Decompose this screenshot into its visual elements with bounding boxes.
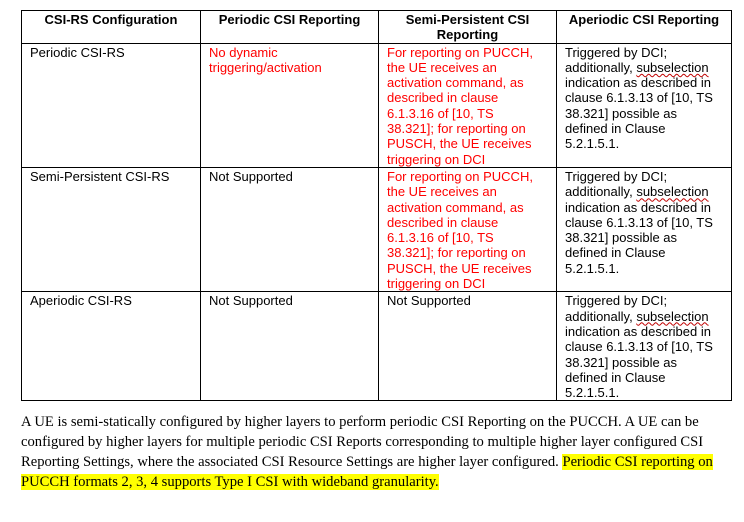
spellcheck-word: subselection bbox=[636, 59, 709, 75]
cell-config: Periodic CSI-RS bbox=[22, 43, 201, 167]
spellcheck-word: subselection bbox=[636, 308, 709, 324]
cell-semi-persistent: For reporting on PUCCH, the UE receives an activation command, as described in clause 6.1.3.16 of [10, TS 38.321]; for reporting on PUSCH, the UE receives triggering on DCI bbox=[379, 167, 557, 291]
cell-aperiodic bbox=[557, 292, 732, 401]
table-row bbox=[22, 167, 732, 291]
cell-config: Aperiodic CSI-RS bbox=[22, 292, 201, 401]
table-row bbox=[22, 292, 732, 401]
cell-config: Semi-Persistent CSI-RS bbox=[22, 167, 201, 291]
aperiodic-text: indication as described in clause 6.1.3.13 of [10, TS 38.321] possible as defined in Clause 5.2.1.5.1. bbox=[565, 323, 713, 401]
aperiodic-text: Triggered by DCI; additionally, bbox=[565, 44, 668, 75]
header-periodic-csi-reporting: Periodic CSI Reporting bbox=[201, 11, 379, 44]
aperiodic-text: Triggered by DCI; additionally, bbox=[565, 293, 668, 324]
body-paragraph bbox=[21, 412, 736, 492]
cell-periodic: Not Supported bbox=[201, 292, 379, 401]
aperiodic-text: indication as described in clause 6.1.3.13 of [10, TS 38.321] possible as defined in Clause 5.2.1.5.1. bbox=[565, 75, 713, 152]
aperiodic-text: Triggered by DCI; additionally, bbox=[565, 168, 668, 200]
csi-reporting-table bbox=[21, 10, 732, 401]
header-aperiodic-csi-reporting: Aperiodic CSI Reporting bbox=[557, 11, 732, 44]
cell-semi-persistent: For reporting on PUCCH, the UE receives an activation command, as described in clause 6.1.3.16 of [10, TS 38.321]; for reporting on PUSCH, the UE receives triggering on DCI bbox=[379, 43, 557, 167]
aperiodic-text: indication as described in clause 6.1.3.13 of [10, TS 38.321] possible as defined in Clause 5.2.1.5.1. bbox=[565, 199, 713, 276]
cell-periodic: No dynamic triggering/activation bbox=[201, 43, 379, 167]
paragraph-text: A UE is semi-statically configured by higher layers to perform periodic CSI Reporting on the PUCCH. A UE can be configured by higher layers for multiple periodic CSI Reports corresponding to multiple higher layer configured CSI Reporting Settings, where the associated CSI Resource Settings are higher layer configured. bbox=[21, 414, 704, 470]
table-header-row bbox=[22, 11, 732, 44]
spellcheck-word: subselection bbox=[636, 184, 709, 200]
cell-aperiodic bbox=[557, 43, 732, 167]
cell-aperiodic bbox=[557, 167, 732, 291]
highlighted-text: Periodic CSI reporting on PUCCH formats 2, 3, 4 supports Type I CSI with wideband granularity. bbox=[21, 454, 713, 490]
cell-semi-persistent: Not Supported bbox=[379, 292, 557, 401]
cell-periodic: Not Supported bbox=[201, 167, 379, 291]
header-semi-persistent-csi-reporting: Semi-Persistent CSI Reporting bbox=[379, 11, 557, 44]
table-row bbox=[22, 43, 732, 167]
header-csi-rs-configuration: CSI-RS Configuration bbox=[22, 11, 201, 44]
